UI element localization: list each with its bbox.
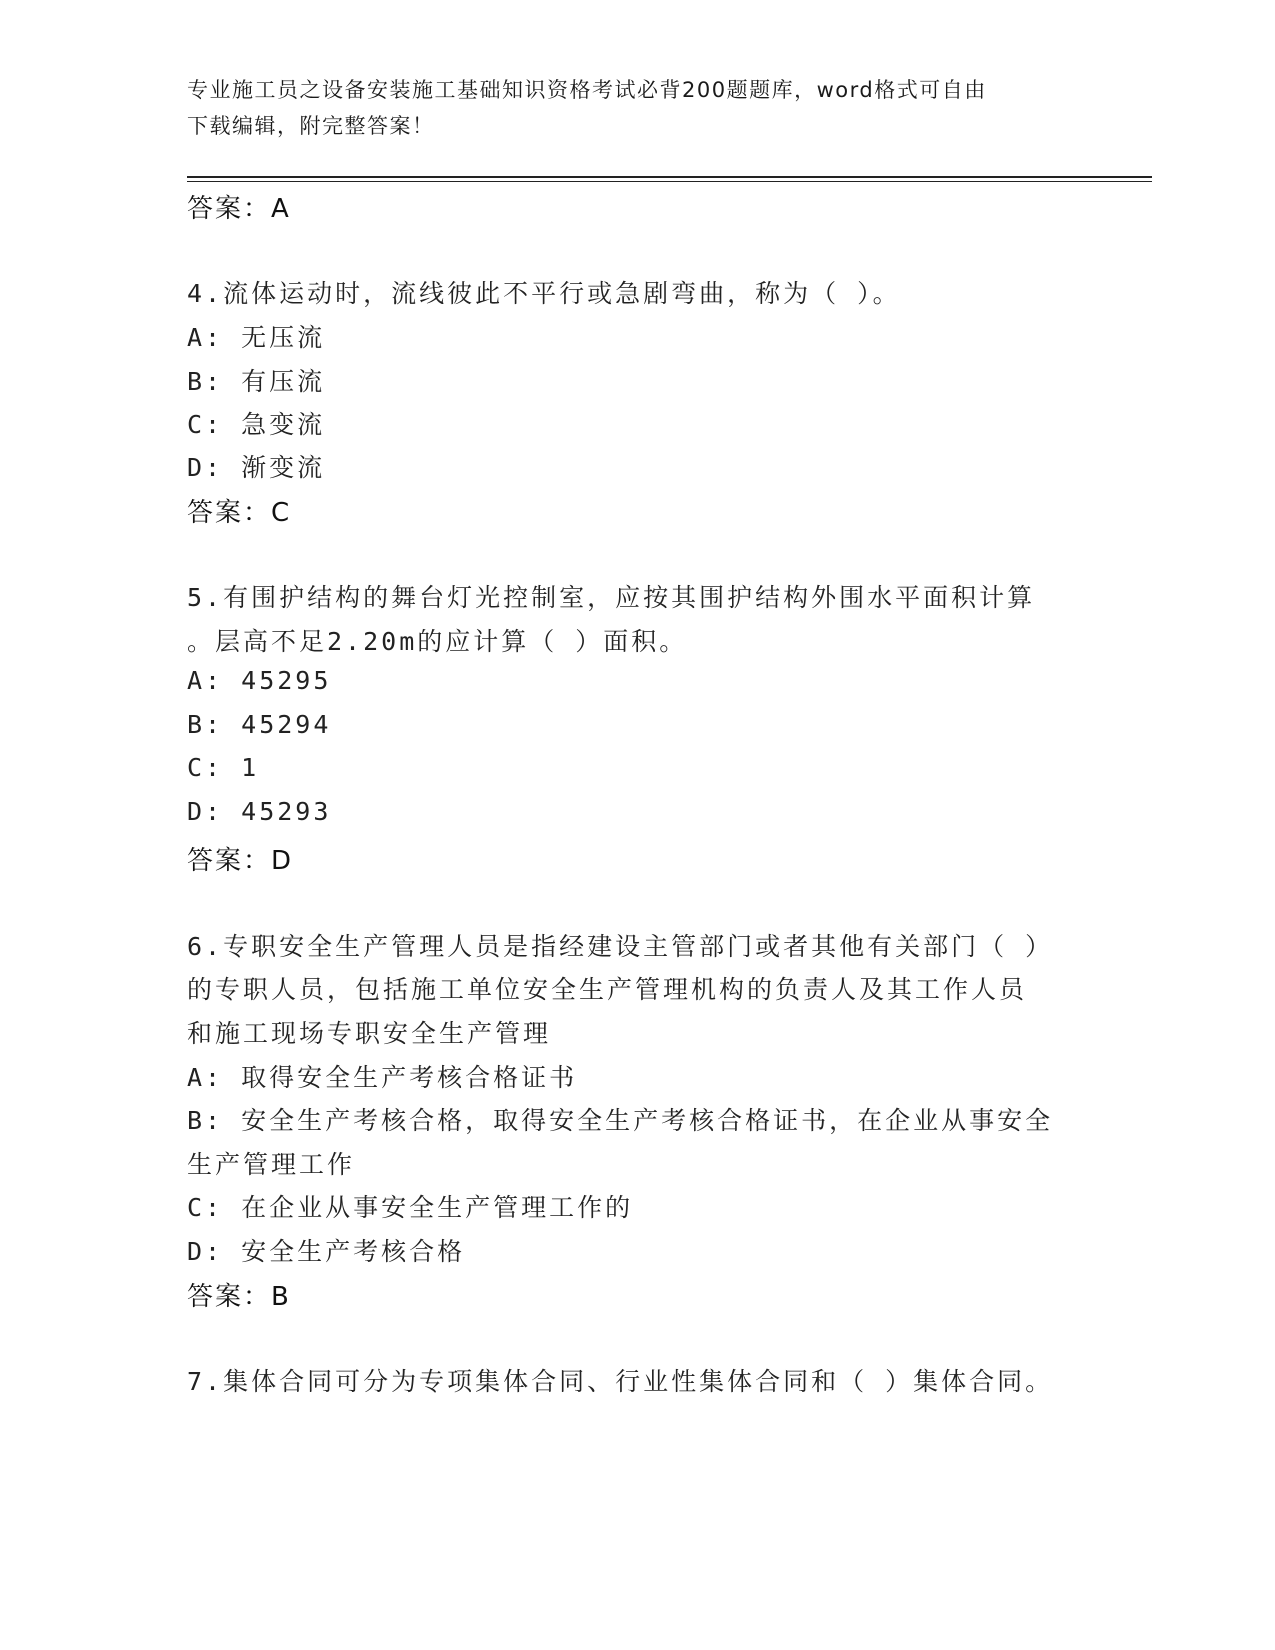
question-4-option-b: B: 有压流 — [187, 367, 326, 396]
question-5-option-b: B: 45294 — [187, 710, 332, 739]
header-line-2: 下载编辑，附完整答案！ — [187, 114, 435, 138]
question-5-stem-line-2: 。层高不足2.20m的应计算（ ）面积。 — [187, 627, 688, 656]
header-rule-thick — [187, 176, 1152, 178]
question-4-option-c: C: 急变流 — [187, 410, 326, 439]
document-header — [187, 72, 1067, 144]
question-4-option-d: D: 渐变流 — [187, 453, 326, 482]
question-6-option-d: D: 安全生产考核合格 — [187, 1237, 466, 1266]
question-6-option-b-line-1: B: 安全生产考核合格，取得安全生产考核合格证书，在企业从事安全 — [187, 1106, 1054, 1135]
answer-label: 答案： — [187, 498, 272, 528]
answer-label: 答案： — [187, 194, 272, 224]
answer-value: B — [271, 1282, 291, 1312]
answer-q5 — [187, 840, 293, 877]
question-6-option-c: C: 在企业从事安全生产管理工作的 — [187, 1193, 634, 1222]
question-6-stem-line-2: 的专职人员，包括施工单位安全生产管理机构的负责人及其工作人员 — [187, 975, 1028, 1004]
answer-value: D — [271, 846, 294, 876]
question-5-option-a: A: 45295 — [187, 666, 332, 695]
answer-label: 答案： — [187, 846, 272, 876]
header-line-1: 专业施工员之设备安装施工基础知识资格考试必背200题题库，word格式可自由 — [187, 78, 987, 102]
answer-value: C — [271, 498, 292, 528]
answer-q3 — [187, 188, 291, 225]
answer-label: 答案： — [187, 1282, 272, 1312]
answer-q4 — [187, 492, 291, 529]
answer-value: A — [271, 194, 291, 224]
question-6-option-b-line-2: 生产管理工作 — [187, 1150, 356, 1179]
question-6-stem-line-1: 6.专职安全生产管理人员是指经建设主管部门或者其他有关部门（ ） — [187, 932, 1054, 961]
header-rule-thin — [187, 181, 1152, 182]
answer-q6 — [187, 1276, 291, 1313]
question-5-option-c: C: 1 — [187, 753, 260, 782]
question-5-option-d: D: 45293 — [187, 797, 332, 826]
question-4-stem: 4.流体运动时，流线彼此不平行或急剧弯曲，称为（ ）。 — [187, 279, 901, 308]
question-7-stem: 7.集体合同可分为专项集体合同、行业性集体合同和（ ）集体合同。 — [187, 1367, 1054, 1396]
question-6-stem-line-3: 和施工现场专职安全生产管理 — [187, 1019, 552, 1048]
question-5-stem-line-1: 5.有围护结构的舞台灯光控制室，应按其围护结构外围水平面积计算 — [187, 583, 1036, 612]
question-4-option-a: A: 无压流 — [187, 323, 326, 352]
question-6-option-a: A: 取得安全生产考核合格证书 — [187, 1063, 578, 1092]
